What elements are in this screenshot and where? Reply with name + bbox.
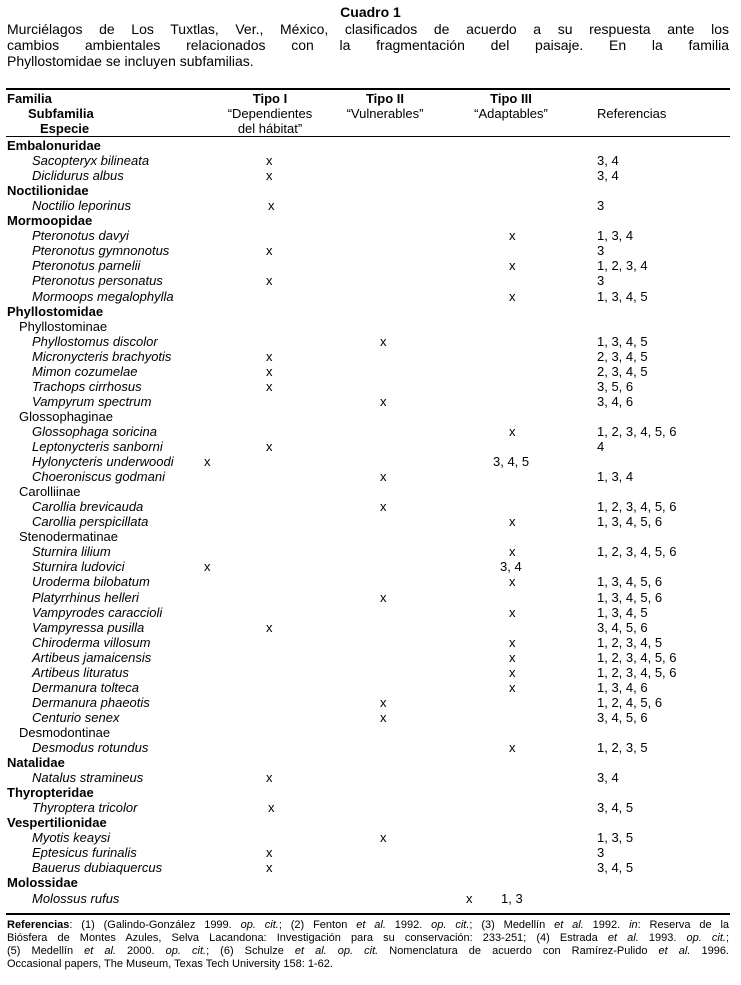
top-rule <box>6 88 730 90</box>
tipo3-mark: x <box>509 634 516 650</box>
species-row <box>0 544 741 559</box>
species-row <box>0 830 741 845</box>
tipo2-mark: x <box>380 589 387 605</box>
subfamily-row <box>0 725 741 740</box>
sp-name: Carollia brevicauda <box>32 499 144 515</box>
sp-name: Desmodus rotundus <box>32 740 149 755</box>
tipo1-mark: x <box>266 243 273 259</box>
tipo2-mark: x <box>380 469 387 485</box>
references-cell: 2, 3, 4, 5 <box>597 348 648 364</box>
sp-name: Sturnira lilium <box>32 544 111 560</box>
tipo2-mark: x <box>380 393 387 409</box>
references-cell: 1, 3, 4, 5, 6 <box>597 589 663 605</box>
species-row <box>0 590 741 605</box>
species-row <box>0 891 741 906</box>
tipo1-mark: x <box>266 619 273 635</box>
references-cell: 1, 3, 4, 5 <box>597 604 648 620</box>
header-tipo2-title: Tipo II <box>365 91 405 106</box>
caption-line: Phyllostomidae se incluyen subfamilias. <box>7 53 254 69</box>
sp-name: Artibeus lituratus <box>32 664 129 680</box>
tipo3-mark: x <box>509 423 516 439</box>
references-cell: 2, 3, 4, 5 <box>597 363 648 379</box>
tipo1-mark: x <box>266 273 273 289</box>
sp-name: Phyllostomus discolor <box>32 333 158 349</box>
sp-name: Centurio senex <box>32 709 120 725</box>
species-row <box>0 680 741 695</box>
references-cell: 1, 3, 4 <box>597 228 634 244</box>
offset-mark: x <box>204 454 211 470</box>
family-row <box>0 213 741 228</box>
sp-name: Chiroderma villosum <box>32 634 151 650</box>
references-cell: 1, 2, 3, 4, 5 <box>597 634 663 650</box>
species-row <box>0 635 741 650</box>
sp-name: Carollia perspicillata <box>32 514 149 530</box>
references-cell: 1, 2, 3, 4, 5, 6 <box>597 499 677 515</box>
header-col1 <box>7 91 94 136</box>
references-cell: 1, 3, 4 <box>597 469 634 485</box>
family-row <box>0 183 741 198</box>
references-cell: 3 <box>597 243 605 259</box>
tipo3-mark: x <box>509 258 516 274</box>
header-refs: Referencias <box>597 106 667 121</box>
tipo1-mark: x <box>266 770 273 786</box>
species-row <box>0 710 741 725</box>
sp-name: Pteronotus parnelii <box>32 258 141 274</box>
sp-name: Hylonycteris underwoodi <box>32 454 174 470</box>
tipo1-mark: x <box>266 363 273 379</box>
sub-name: Phyllostominae <box>19 318 108 334</box>
references-cell: 3, 4 <box>597 770 619 786</box>
sp-name: Dermanura phaeotis <box>32 694 150 710</box>
tipo1-mark: x <box>268 800 275 816</box>
sp-name: Uroderma bilobatum <box>32 574 150 590</box>
header-subfamilia: Subfamilia <box>28 106 94 121</box>
fam-name: Vespertilionidae <box>7 815 107 831</box>
tipo3-mark: x <box>509 649 516 665</box>
references-cell: 1, 3, 4, 6 <box>597 679 648 695</box>
sp-name: Noctilio leporinus <box>32 198 131 214</box>
footnote-line: Biósfera de Montes Azules, Selva Lacandona: Investigación para su conservación: 233-251; (4) Estrada et al. 1993. op. cit.; <box>7 932 729 944</box>
sub-name: Carolliinae <box>19 484 81 500</box>
species-row <box>0 605 741 620</box>
fam-name: Mormoopidae <box>7 213 93 229</box>
references-cell: 1, 3, 5 <box>597 830 634 846</box>
species-row <box>0 559 741 574</box>
references-cell: 3, 4 <box>597 153 619 169</box>
family-row <box>0 755 741 770</box>
species-row <box>0 574 741 589</box>
sp-name: Diclidurus albus <box>32 168 124 184</box>
tipo3-mark: x <box>509 604 516 620</box>
species-row <box>0 800 741 815</box>
references-cell: 1, 2, 4, 5, 6 <box>597 694 663 710</box>
footnote-line: Referencias: (1) (Galindo-González 1999. op. cit.; (2) Fenton et al. 1992. op. cit.; (3) Medellín et al. 1992. in: Reserva de la <box>7 919 730 931</box>
references-cell: 1, 3, 4, 5 <box>597 333 648 349</box>
species-row <box>0 439 741 454</box>
offset-mark: x <box>466 890 473 906</box>
offset-references: 3, 4 <box>500 559 522 575</box>
tipo2-mark: x <box>380 333 387 349</box>
species-row <box>0 454 741 469</box>
family-row <box>0 815 741 830</box>
fam-name: Molossidae <box>7 875 78 891</box>
species-row <box>0 695 741 710</box>
species-row <box>0 499 741 514</box>
species-row <box>0 258 741 273</box>
references-cell: 3, 4, 5, 6 <box>597 619 648 635</box>
tipo1-mark: x <box>266 153 273 169</box>
sp-name: Pteronotus gymnonotus <box>32 243 170 259</box>
header-especie: Especie <box>40 121 90 136</box>
header-tipo3-line1: “Adaptables” <box>474 106 548 121</box>
species-row <box>0 379 741 394</box>
sp-name: Thyroptera tricolor <box>32 800 138 816</box>
sp-name: Mimon cozumelae <box>32 363 138 379</box>
references-cell: 3, 4, 5 <box>597 860 634 876</box>
header-tipo1-line1: “Dependientes <box>227 106 313 121</box>
subfamily-row <box>0 484 741 499</box>
sp-name: Myotis keaysi <box>32 830 111 846</box>
species-row <box>0 153 741 168</box>
sp-name: Bauerus dubiaquercus <box>32 860 163 876</box>
references-cell: 1, 2, 3, 4 <box>597 258 648 274</box>
fam-name: Embalonuridae <box>7 138 101 153</box>
offset-mark: x <box>204 559 211 575</box>
tipo1-mark: x <box>266 439 273 454</box>
header-tipo2-line1: “Vulnerables” <box>346 106 424 121</box>
sp-name: Glossophaga soricina <box>32 423 158 439</box>
references-cell: 3 <box>597 273 605 289</box>
references-cell: 3, 4 <box>597 168 619 184</box>
tipo3-mark: x <box>509 574 516 590</box>
fam-name: Noctilionidae <box>7 183 89 199</box>
sp-name: Artibeus jamaicensis <box>32 649 152 665</box>
references-cell: 1, 2, 3, 4, 5, 6 <box>597 544 677 560</box>
sp-name: Natalus stramineus <box>32 770 144 786</box>
references-footnote <box>7 919 729 971</box>
sp-name: Choeroniscus godmani <box>32 469 165 485</box>
sub-name: Stenodermatinae <box>19 529 119 545</box>
sp-name: Leptonycteris sanborni <box>32 439 163 454</box>
header-tipo1-line2: del hábitat” <box>237 121 303 136</box>
fam-name: Natalidae <box>7 755 65 771</box>
tipo3-mark: x <box>509 544 516 560</box>
header-familia: Familia <box>7 91 52 106</box>
subfamily-row <box>0 529 741 544</box>
species-row <box>0 334 741 349</box>
species-row <box>0 364 741 379</box>
species-row <box>0 424 741 439</box>
tipo2-mark: x <box>380 694 387 710</box>
sp-name: Sturnira ludovici <box>32 559 125 575</box>
sp-name: Pteronotus davyi <box>32 228 129 244</box>
sp-name: Sacopteryx bilineata <box>32 153 150 169</box>
subfamily-row <box>0 319 741 334</box>
footnote-line: (5) Medellín et al. 2000. op. cit.; (6) Schulze et al. op. cit. Nomenclatura de acuerdo con Ramírez-Pulido et al. 1996. <box>7 945 729 957</box>
references-cell: 3, 4, 6 <box>597 393 634 409</box>
sp-name: Vampyressa pusilla <box>32 619 145 635</box>
tipo1-mark: x <box>266 168 273 184</box>
fam-name: Phyllostomidae <box>7 303 104 319</box>
species-row <box>0 740 741 755</box>
references-cell: 3 <box>597 845 605 861</box>
references-cell: 4 <box>597 439 605 454</box>
references-cell: 1, 2, 3, 5 <box>597 740 648 755</box>
sub-name: Desmodontinae <box>19 724 111 740</box>
sp-name: Platyrrhinus helleri <box>32 589 139 605</box>
references-cell: 1, 3, 4, 5 <box>597 288 648 304</box>
tipo3-mark: x <box>509 679 516 695</box>
tipo3-mark: x <box>509 514 516 530</box>
tipo1-mark: x <box>266 845 273 861</box>
sp-name: Trachops cirrhosus <box>32 378 142 394</box>
header-tipo1-title: Tipo I <box>252 91 288 106</box>
family-row <box>0 138 741 153</box>
caption-line: Murciélagos de Los Tuxtlas, Ver., México, clasificados de acuerdo a su respuesta ante los <box>7 21 729 37</box>
species-row <box>0 289 741 304</box>
header-tipo2 <box>330 91 440 121</box>
species-row <box>0 168 741 183</box>
header-rule <box>6 136 730 137</box>
sp-name: Mormoops megalophylla <box>32 288 174 304</box>
footnote-line: Occasional papers, The Museum, Texas Tech University 158: 1-62. <box>7 958 333 970</box>
species-row <box>0 665 741 680</box>
header-tipo1 <box>215 91 325 136</box>
species-row <box>0 860 741 875</box>
species-row <box>0 228 741 243</box>
species-row <box>0 349 741 364</box>
tipo2-mark: x <box>380 830 387 846</box>
species-row <box>0 514 741 529</box>
header-tipo3-title: Tipo III <box>490 91 532 106</box>
references-cell: 1, 2, 3, 4, 5, 6 <box>597 649 677 665</box>
bottom-rule <box>6 913 730 915</box>
family-row <box>0 304 741 319</box>
species-row <box>0 394 741 409</box>
sub-name: Glossophaginae <box>19 408 113 424</box>
references-cell: 3, 4, 5 <box>597 800 634 816</box>
tipo3-mark: x <box>509 288 516 304</box>
references-cell: 1, 2, 3, 4, 5, 6 <box>597 664 677 680</box>
tipo2-mark: x <box>380 709 387 725</box>
species-row <box>0 620 741 635</box>
species-row <box>0 198 741 213</box>
sp-name: Pteronotus personatus <box>32 273 163 289</box>
references-cell: 3, 5, 6 <box>597 378 634 394</box>
header-tipo3 <box>456 91 566 121</box>
species-row <box>0 273 741 288</box>
subfamily-row <box>0 409 741 424</box>
references-cell: 3, 4, 5, 6 <box>597 709 648 725</box>
references-cell: 3 <box>597 198 605 214</box>
tipo1-mark: x <box>266 348 273 364</box>
references-cell: 1, 3, 4, 5, 6 <box>597 514 663 530</box>
caption-line: cambios ambientales relacionados con la fragmentación del paisaje. En la familia <box>7 37 729 53</box>
references-cell: 1, 2, 3, 4, 5, 6 <box>597 423 677 439</box>
tipo3-mark: x <box>509 228 516 244</box>
table-title: Cuadro 1 <box>340 4 401 20</box>
offset-references: 3, 4, 5 <box>493 454 530 470</box>
sp-name: Vampyrum spectrum <box>32 393 152 409</box>
tipo2-mark: x <box>380 499 387 515</box>
species-row <box>0 845 741 860</box>
fam-name: Thyropteridae <box>7 785 94 801</box>
sp-name: Dermanura tolteca <box>32 679 139 695</box>
tipo3-mark: x <box>509 740 516 755</box>
tipo1-mark: x <box>266 860 273 876</box>
tipo3-mark: x <box>509 664 516 680</box>
species-row <box>0 243 741 258</box>
references-cell: 1, 3, 4, 5, 6 <box>597 574 663 590</box>
species-row <box>0 770 741 785</box>
sp-name: Molossus rufus <box>32 890 120 906</box>
family-row <box>0 785 741 800</box>
sp-name: Micronycteris brachyotis <box>32 348 172 364</box>
offset-references: 1, 3 <box>501 890 523 906</box>
tipo1-mark: x <box>268 198 275 214</box>
table-caption <box>7 21 729 69</box>
species-row <box>0 469 741 484</box>
sp-name: Vampyrodes caraccioli <box>32 604 163 620</box>
family-row <box>0 875 741 890</box>
species-row <box>0 650 741 665</box>
sp-name: Eptesicus furinalis <box>32 845 137 861</box>
tipo1-mark: x <box>266 378 273 394</box>
